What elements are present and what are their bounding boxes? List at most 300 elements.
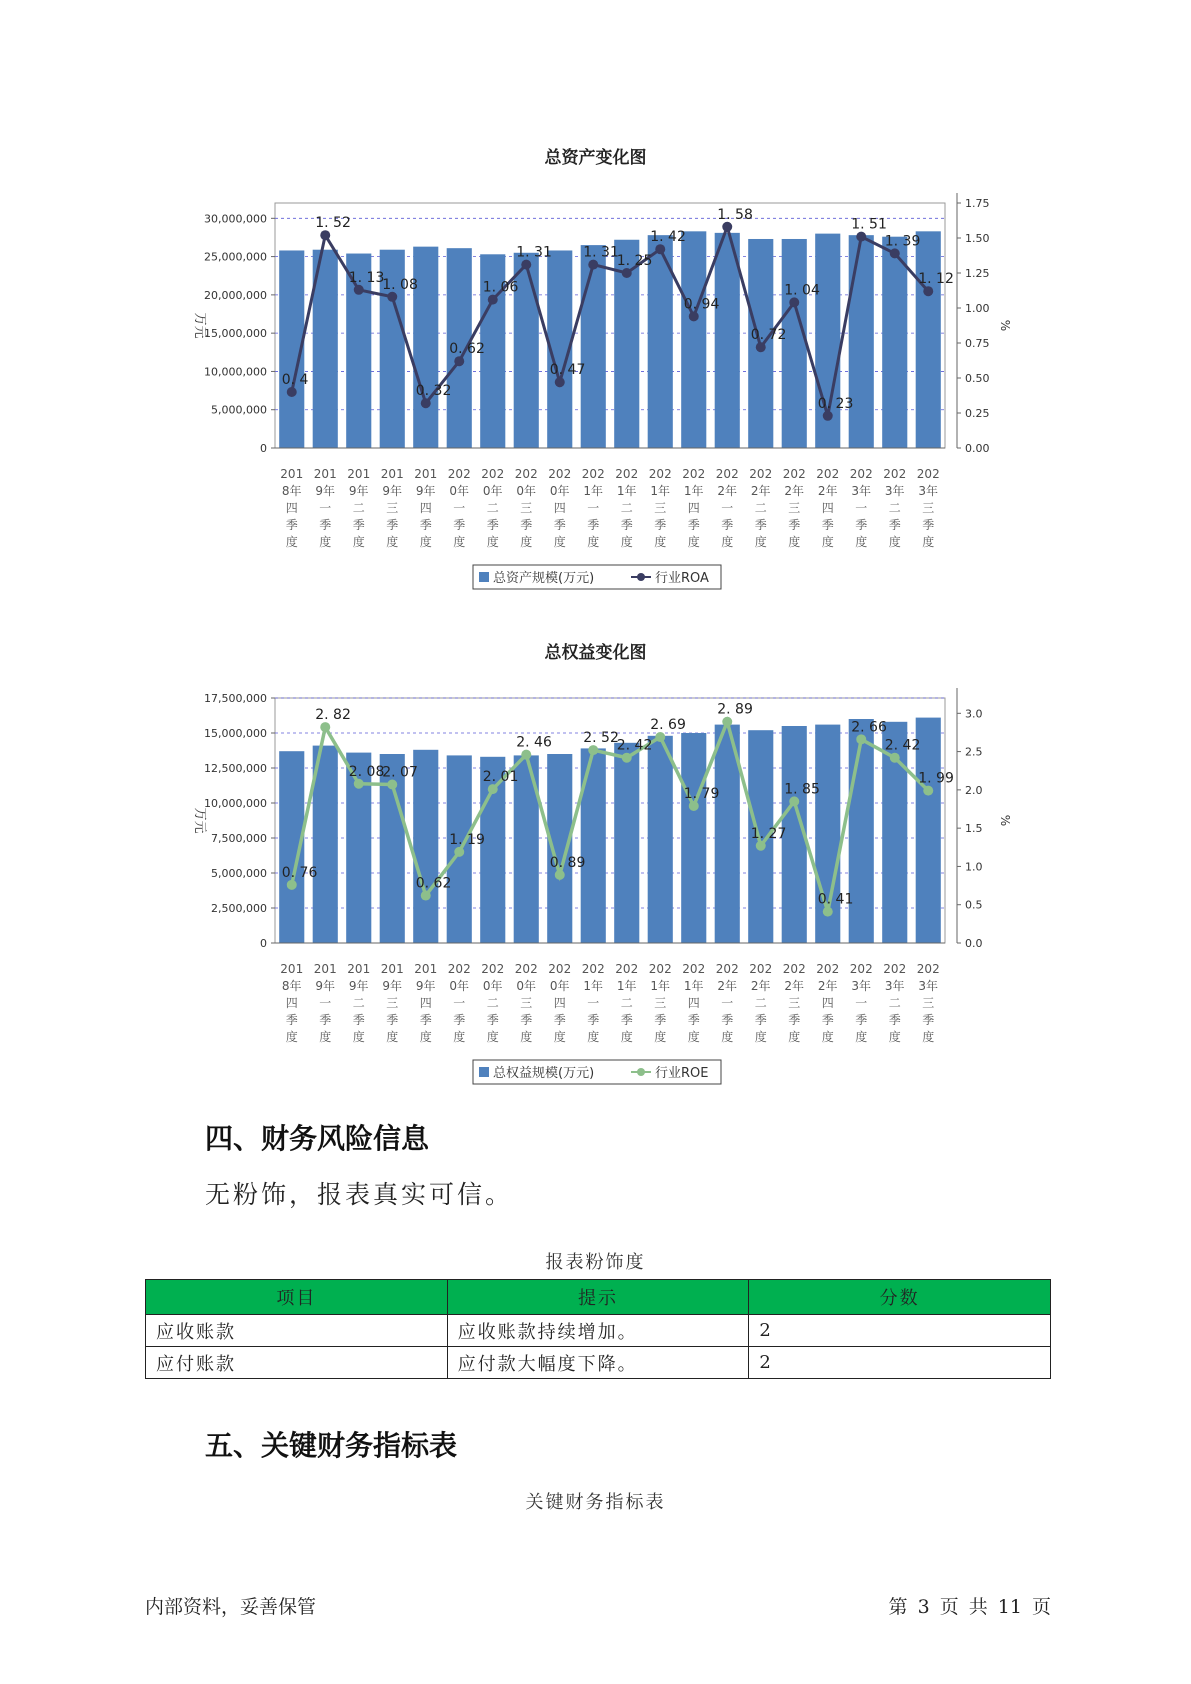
x-tick-label: 二	[888, 501, 901, 515]
x-tick-label: 度	[419, 1030, 432, 1044]
x-tick-label: 二	[620, 501, 633, 515]
x-tick-label: 度	[788, 535, 801, 549]
data-label: 1. 58	[717, 206, 753, 223]
x-tick-label: 202	[648, 962, 672, 976]
x-tick-label: 度	[888, 1030, 901, 1044]
bar	[715, 233, 740, 448]
header-score: 分数	[749, 1280, 1051, 1315]
x-tick-label: 201	[380, 467, 404, 481]
x-tick-label: 三	[922, 501, 935, 515]
line-point	[454, 356, 464, 366]
data-label: 2. 66	[851, 719, 887, 736]
x-tick-label: 季	[855, 518, 868, 532]
x-tick-label: 一	[855, 501, 868, 515]
x-tick-label: 202	[816, 467, 840, 481]
x-tick-label: 三	[520, 996, 533, 1010]
data-label: 1. 08	[382, 276, 418, 293]
x-tick-label: 季	[352, 1013, 365, 1027]
x-tick-label: 季	[687, 518, 700, 532]
bar	[849, 719, 874, 943]
legend-line-label: 行业ROE	[655, 1066, 709, 1081]
x-tick-label: 度	[821, 1030, 834, 1044]
x-tick-label: 202	[849, 962, 873, 976]
y-tick-label: 7,500,000	[211, 832, 267, 845]
x-tick-label: 202	[782, 962, 806, 976]
data-label: 1. 04	[784, 282, 820, 299]
data-label: 1. 31	[583, 244, 619, 261]
x-tick-label: 季	[419, 518, 432, 532]
x-tick-label: 季	[754, 1013, 767, 1027]
x-tick-label: 季	[520, 518, 533, 532]
line-point	[756, 342, 766, 352]
x-tick-label: 四	[285, 996, 298, 1010]
data-label: 0. 62	[415, 875, 452, 892]
y-axis-title: 万元	[192, 312, 207, 339]
x-tick-label: 一	[319, 996, 332, 1010]
x-tick-label: 9年	[415, 979, 436, 993]
x-tick-label: 度	[855, 1030, 868, 1044]
x-tick-label: 度	[386, 535, 399, 549]
x-tick-label: 三	[922, 996, 935, 1010]
x-tick-label: 度	[654, 535, 667, 549]
x-tick-label: 二	[754, 501, 767, 515]
data-label: 0. 76	[281, 864, 318, 881]
data-label: 0. 89	[549, 854, 586, 871]
whitewash-table	[145, 1279, 1051, 1379]
y2-tick-label: 0.25	[965, 407, 990, 420]
line-point	[521, 750, 531, 760]
y-tick-label: 2,500,000	[211, 902, 267, 915]
x-tick-label: 1年	[683, 484, 704, 498]
legend-bar-swatch	[479, 1067, 489, 1077]
data-label: 0. 72	[750, 327, 787, 344]
line-point	[521, 260, 531, 270]
x-tick-label: 度	[922, 1030, 935, 1044]
x-tick-label: 202	[715, 467, 739, 481]
x-tick-label: 季	[855, 1013, 868, 1027]
x-tick-label: 四	[419, 996, 432, 1010]
y-tick-label: 15,000,000	[204, 327, 267, 341]
x-tick-label: 0年	[549, 484, 570, 498]
x-tick-label: 季	[486, 518, 499, 532]
y2-tick-label: 1.75	[965, 197, 990, 210]
y2-axis-title: %	[998, 319, 1012, 332]
line-point	[454, 847, 464, 857]
x-tick-label: 201	[347, 467, 371, 481]
x-tick-label: 9年	[348, 979, 369, 993]
x-tick-label: 度	[587, 1030, 600, 1044]
data-label: 1. 51	[851, 216, 887, 233]
x-tick-label: 度	[721, 535, 734, 549]
x-tick-label: 三	[386, 501, 399, 515]
x-tick-label: 季	[620, 1013, 633, 1027]
line-point	[421, 891, 431, 901]
x-tick-label: 度	[888, 535, 901, 549]
x-tick-label: 3年	[851, 979, 872, 993]
x-tick-label: 季	[386, 1013, 399, 1027]
table-header-row	[146, 1280, 1051, 1315]
x-tick-label: 1年	[650, 979, 671, 993]
x-tick-label: 202	[715, 962, 739, 976]
x-tick-label: 季	[654, 1013, 667, 1027]
x-tick-label: 一	[453, 996, 466, 1010]
data-label: 1. 85	[784, 781, 820, 798]
x-tick-label: 202	[581, 467, 605, 481]
y2-tick-label: 1.5	[965, 822, 983, 836]
x-tick-label: 202	[615, 467, 639, 481]
x-tick-label: 0年	[516, 484, 537, 498]
x-tick-label: 三	[654, 501, 667, 515]
x-tick-label: 1年	[583, 484, 604, 498]
x-tick-label: 季	[788, 518, 801, 532]
data-label: 1. 13	[348, 269, 385, 286]
data-label: 0. 4	[281, 372, 309, 388]
x-tick-label: 季	[821, 518, 834, 532]
x-tick-label: 202	[514, 467, 538, 481]
x-tick-label: 202	[447, 467, 471, 481]
x-tick-label: 度	[486, 535, 499, 549]
x-tick-label: 度	[319, 1030, 332, 1044]
data-label: 1. 39	[884, 233, 921, 250]
bar	[581, 245, 606, 448]
y2-tick-label: 0.0	[965, 937, 983, 950]
line-point	[756, 841, 766, 851]
x-tick-label: 202	[481, 962, 505, 976]
y2-tick-label: 2.5	[965, 745, 983, 759]
section5-heading: 五、关键财务指标表	[205, 1429, 458, 1462]
x-tick-label: 202	[916, 467, 940, 481]
data-label: 1. 99	[918, 770, 954, 787]
x-tick-label: 季	[687, 1013, 700, 1027]
y2-tick-label: 0.50	[965, 372, 990, 385]
x-tick-label: 0年	[449, 979, 470, 993]
x-tick-label: 2年	[717, 979, 738, 993]
x-tick-label: 度	[352, 535, 365, 549]
table-caption-key-metrics: 关键财务指标表	[525, 1492, 666, 1513]
x-tick-label: 四	[687, 501, 700, 515]
x-tick-label: 季	[386, 518, 399, 532]
x-tick-label: 一	[721, 996, 734, 1010]
data-label: 2. 01	[482, 769, 519, 786]
x-tick-label: 201	[347, 962, 371, 976]
line-point	[588, 260, 598, 270]
x-tick-label: 一	[855, 996, 868, 1010]
x-tick-label: 度	[553, 1030, 566, 1044]
x-tick-label: 三	[788, 996, 801, 1010]
x-tick-label: 四	[821, 501, 834, 515]
line-point	[890, 248, 900, 258]
line-point	[622, 268, 632, 278]
line-point	[320, 230, 330, 240]
y-tick-label: 0	[260, 937, 267, 950]
x-tick-label: 二	[620, 996, 633, 1010]
x-tick-label: 二	[486, 501, 499, 515]
table-row	[146, 1315, 1051, 1347]
x-tick-label: 三	[386, 996, 399, 1010]
bar	[916, 231, 941, 448]
data-label: 0. 62	[449, 341, 485, 358]
table-cell: 应付账款	[146, 1347, 448, 1379]
header-hint: 提示	[447, 1280, 749, 1315]
x-tick-label: 三	[788, 501, 801, 515]
x-tick-label: 季	[821, 1013, 834, 1027]
x-tick-label: 0年	[516, 979, 537, 993]
line-point	[421, 398, 431, 408]
x-tick-label: 三	[520, 501, 533, 515]
line-point	[923, 286, 933, 296]
x-tick-label: 季	[721, 518, 734, 532]
line-point	[890, 753, 900, 763]
data-label: 1. 19	[449, 831, 485, 848]
x-tick-label: 一	[587, 996, 600, 1010]
y-tick-label: 30,000,000	[204, 212, 267, 226]
x-tick-label: 二	[754, 996, 767, 1010]
x-tick-label: 8年	[281, 484, 302, 498]
x-tick-label: 度	[620, 535, 633, 549]
line-point	[622, 753, 632, 763]
x-tick-label: 一	[453, 501, 466, 515]
x-tick-label: 202	[883, 962, 907, 976]
data-label: 1. 42	[650, 229, 686, 246]
x-tick-label: 202	[481, 467, 505, 481]
x-tick-label: 季	[319, 518, 332, 532]
x-tick-label: 0年	[482, 484, 503, 498]
y-tick-label: 17,500,000	[204, 692, 267, 705]
table-caption-whitewash: 报表粉饰度	[545, 1252, 646, 1273]
x-tick-label: 四	[687, 996, 700, 1010]
x-tick-label: 201	[280, 962, 304, 976]
x-tick-label: 201	[313, 962, 337, 976]
x-tick-label: 3年	[918, 484, 939, 498]
x-tick-label: 202	[648, 467, 672, 481]
x-tick-label: 度	[855, 535, 868, 549]
x-tick-label: 0年	[482, 979, 503, 993]
x-tick-label: 四	[419, 501, 432, 515]
x-tick-label: 2年	[750, 484, 771, 498]
x-tick-label: 季	[553, 1013, 566, 1027]
x-tick-label: 季	[922, 1013, 935, 1027]
x-tick-label: 1年	[616, 979, 637, 993]
data-label: 2. 42	[884, 737, 921, 754]
x-tick-label: 2年	[784, 979, 805, 993]
data-label: 1. 27	[750, 825, 787, 842]
line-point	[555, 870, 565, 880]
x-tick-label: 度	[520, 1030, 533, 1044]
x-tick-label: 201	[380, 962, 404, 976]
section4-text: 无粉饰，报表真实可信。	[205, 1180, 514, 1209]
x-tick-label: 季	[453, 518, 466, 532]
footer-page-number: 第 3 页 共 11 页	[888, 1596, 1051, 1618]
x-tick-label: 季	[419, 1013, 432, 1027]
total-assets-chart	[0, 170, 1191, 590]
header-item: 项目	[146, 1280, 448, 1315]
x-tick-label: 度	[285, 1030, 298, 1044]
x-tick-label: 度	[687, 535, 700, 549]
y-tick-label: 15,000,000	[204, 727, 267, 740]
x-tick-label: 一	[721, 501, 734, 515]
x-tick-label: 季	[654, 518, 667, 532]
data-label: 1. 25	[616, 253, 653, 269]
legend-bar-label: 总权益规模(万元)	[493, 1066, 595, 1081]
x-tick-label: 季	[922, 518, 935, 532]
y2-tick-label: 1.00	[965, 302, 990, 315]
x-tick-label: 季	[319, 1013, 332, 1027]
data-label: 2. 07	[382, 764, 418, 781]
y2-tick-label: 2.0	[965, 783, 983, 797]
x-tick-label: 季	[453, 1013, 466, 1027]
chart1-title: 总资产变化图	[544, 148, 647, 168]
line-point	[655, 244, 665, 254]
line-point	[588, 745, 598, 755]
x-tick-label: 9年	[382, 484, 403, 498]
x-tick-label: 0年	[449, 484, 470, 498]
x-tick-label: 202	[514, 962, 538, 976]
x-tick-label: 季	[285, 518, 298, 532]
data-label: 1. 31	[516, 244, 552, 261]
x-tick-label: 202	[816, 962, 840, 976]
x-tick-label: 度	[788, 1030, 801, 1044]
x-tick-label: 季	[486, 1013, 499, 1027]
y-tick-label: 10,000,000	[204, 797, 267, 810]
bar	[882, 237, 907, 448]
line-point	[287, 387, 297, 397]
x-tick-label: 201	[414, 962, 438, 976]
line-point	[923, 786, 933, 796]
table-cell: 2	[749, 1315, 1051, 1347]
line-point	[354, 285, 364, 295]
legend-line-marker	[637, 573, 645, 581]
y-tick-label: 25,000,000	[204, 250, 267, 264]
x-tick-label: 3年	[851, 484, 872, 498]
x-tick-label: 季	[620, 518, 633, 532]
data-label: 1. 79	[683, 785, 720, 802]
x-tick-label: 一	[587, 501, 600, 515]
data-label: 2. 89	[717, 701, 753, 718]
x-tick-label: 季	[587, 518, 600, 532]
x-tick-label: 四	[553, 996, 566, 1010]
line-point	[789, 297, 799, 307]
x-tick-label: 9年	[348, 484, 369, 498]
x-tick-label: 202	[749, 467, 773, 481]
x-tick-label: 202	[782, 467, 806, 481]
x-tick-label: 201	[313, 467, 337, 481]
line-point	[287, 880, 297, 890]
x-tick-label: 0年	[549, 979, 570, 993]
x-tick-label: 2年	[784, 484, 805, 498]
y2-tick-label: 0.75	[965, 337, 990, 350]
x-tick-label: 度	[620, 1030, 633, 1044]
x-tick-label: 度	[486, 1030, 499, 1044]
x-tick-label: 一	[319, 501, 332, 515]
x-tick-label: 度	[654, 1030, 667, 1044]
legend-bar-swatch	[479, 572, 489, 582]
y-tick-label: 20,000,000	[204, 288, 267, 302]
y2-tick-label: 1.50	[965, 232, 990, 245]
x-tick-label: 202	[548, 467, 572, 481]
line-point	[823, 411, 833, 421]
data-label: 1. 12	[918, 271, 954, 288]
table-cell: 应付款大幅度下降。	[447, 1347, 749, 1379]
line-point	[555, 377, 565, 387]
line-point	[689, 801, 699, 811]
data-label: 1. 06	[482, 279, 519, 296]
bar	[849, 235, 874, 448]
x-tick-label: 季	[754, 518, 767, 532]
x-tick-label: 度	[922, 535, 935, 549]
x-tick-label: 度	[285, 535, 298, 549]
total-equity-chart	[0, 665, 1191, 1085]
x-tick-label: 202	[682, 962, 706, 976]
line-point	[488, 295, 498, 305]
data-label: 2. 69	[650, 717, 686, 734]
legend-line-label: 行业ROA	[655, 571, 709, 586]
data-label: 0. 23	[817, 395, 854, 412]
y2-tick-label: 1.25	[965, 267, 990, 280]
line-point	[354, 779, 364, 789]
table-cell: 应收账款持续增加。	[447, 1315, 749, 1347]
y-tick-label: 10,000,000	[204, 365, 267, 379]
x-tick-label: 9年	[382, 979, 403, 993]
x-tick-label: 二	[352, 996, 365, 1010]
x-tick-label: 度	[419, 535, 432, 549]
line-point	[387, 780, 397, 790]
x-tick-label: 季	[721, 1013, 734, 1027]
x-tick-label: 季	[788, 1013, 801, 1027]
x-tick-label: 3年	[918, 979, 939, 993]
y2-tick-label: 0.5	[965, 898, 983, 912]
line-point	[722, 222, 732, 232]
x-tick-label: 度	[721, 1030, 734, 1044]
y2-tick-label: 0.00	[965, 442, 990, 455]
x-tick-label: 201	[280, 467, 304, 481]
x-tick-label: 季	[587, 1013, 600, 1027]
x-tick-label: 季	[888, 518, 901, 532]
x-tick-label: 1年	[616, 484, 637, 498]
bar	[614, 743, 639, 943]
line-point	[689, 311, 699, 321]
x-tick-label: 202	[883, 467, 907, 481]
x-tick-label: 9年	[415, 484, 436, 498]
y2-axis-title: %	[998, 814, 1012, 827]
line-point	[387, 292, 397, 302]
data-label: 2. 42	[616, 737, 653, 754]
section4-heading: 四、财务风险信息	[205, 1122, 430, 1155]
x-tick-label: 度	[352, 1030, 365, 1044]
x-tick-label: 四	[821, 996, 834, 1010]
x-tick-label: 度	[453, 535, 466, 549]
data-label: 0. 32	[415, 383, 452, 400]
line-point	[823, 907, 833, 917]
x-tick-label: 1年	[583, 979, 604, 993]
x-tick-label: 二	[888, 996, 901, 1010]
line-point	[856, 734, 866, 744]
x-tick-label: 202	[548, 962, 572, 976]
legend-bar-label: 总资产规模(万元)	[493, 571, 595, 586]
x-tick-label: 度	[319, 535, 332, 549]
data-label: 1. 52	[315, 215, 351, 232]
data-label: 0. 94	[683, 296, 720, 313]
x-tick-label: 季	[520, 1013, 533, 1027]
x-tick-label: 202	[447, 962, 471, 976]
y2-tick-label: 3.0	[965, 707, 983, 721]
x-tick-label: 202	[849, 467, 873, 481]
line-point	[789, 796, 799, 806]
x-tick-label: 度	[687, 1030, 700, 1044]
bar	[681, 231, 706, 448]
y-tick-label: 12,500,000	[204, 762, 267, 775]
x-tick-label: 202	[749, 962, 773, 976]
y-tick-label: 0	[260, 442, 267, 455]
